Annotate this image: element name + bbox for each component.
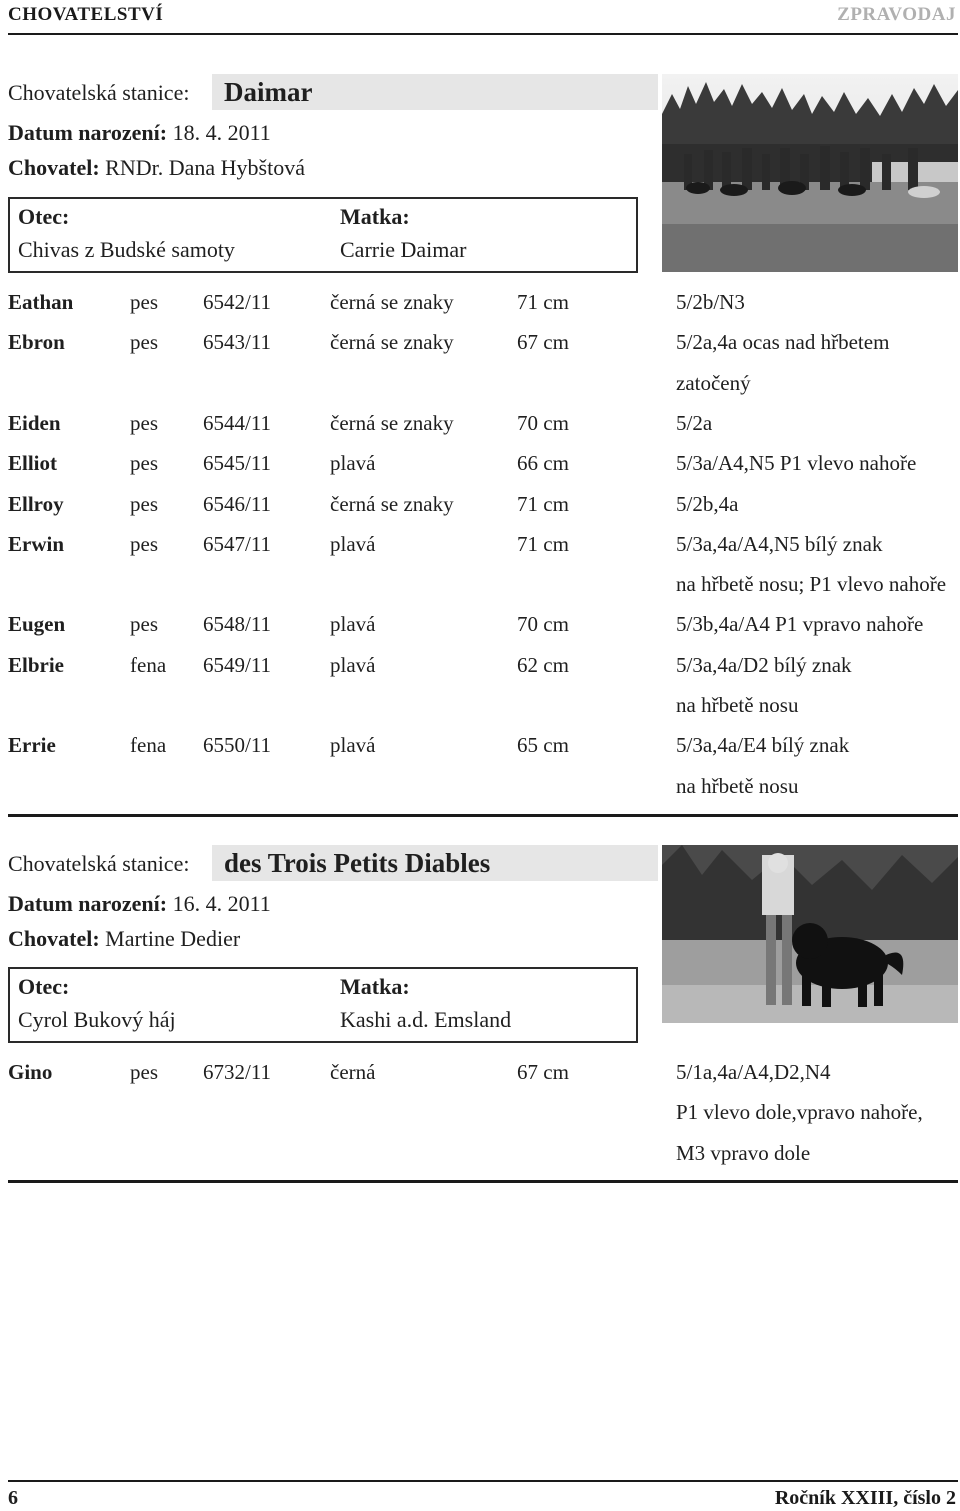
parents-box xyxy=(8,197,638,273)
dam-label-2: Matka: xyxy=(340,974,410,999)
cell-name: Elbrie xyxy=(8,652,64,677)
sire-value-2: Cyrol Bukový háj xyxy=(18,1007,176,1032)
table-row xyxy=(0,693,960,733)
cell-sex: pes xyxy=(130,491,158,516)
cell-height: 70 cm xyxy=(517,410,569,435)
cell-color: černá xyxy=(330,1060,376,1084)
breeder xyxy=(8,155,305,181)
parents-box-2 xyxy=(8,967,638,1043)
dam-value-2: Kashi a.d. Emsland xyxy=(340,1007,512,1032)
cell-num: 6548/11 xyxy=(203,612,272,637)
cell-sex: pes xyxy=(130,290,158,314)
cell-note: zatočený xyxy=(676,370,751,395)
cell-note: P1 vlevo dole,vpravo nahoře, xyxy=(676,1100,923,1125)
section-title: CHOVATELSTVÍ xyxy=(8,4,164,25)
cell-note: 5/3a,4a/E4 bílý znak xyxy=(676,733,850,758)
cell-color: plavá xyxy=(330,652,376,677)
table-row xyxy=(0,532,960,572)
dam-label: Matka: xyxy=(340,204,410,229)
cell-height: 67 cm xyxy=(517,1060,569,1084)
cell-name: Ellroy xyxy=(8,491,64,516)
sire-value: Chivas z Budské samoty xyxy=(18,237,235,262)
cell-note: 5/2a,4a ocas nad hřbetem xyxy=(676,330,890,355)
birth-value: 18. 4. 2011 xyxy=(172,120,271,145)
cell-name: Elliot xyxy=(8,451,58,476)
cell-num: 6550/11 xyxy=(203,733,272,758)
cell-sex: pes xyxy=(130,612,158,637)
cell-note: 5/2b,4a xyxy=(676,491,739,516)
table-row xyxy=(0,1100,960,1140)
dam-value: Carrie Daimar xyxy=(340,237,467,262)
cell-height: 66 cm xyxy=(517,451,569,476)
header-rule xyxy=(8,33,958,35)
cell-num: 6732/11 xyxy=(203,1060,272,1084)
cell-note: na hřbetě nosu; P1 vlevo nahoře xyxy=(676,572,947,597)
table-row xyxy=(0,653,960,693)
section-rule xyxy=(8,814,958,817)
cell-color: plavá xyxy=(330,612,376,637)
sire-label-2: Otec: xyxy=(18,974,70,999)
cell-sex: fena xyxy=(130,733,167,758)
cell-num: 6543/11 xyxy=(203,330,272,355)
cell-color: černá se znaky xyxy=(330,290,454,314)
cell-note: 5/1a,4a/A4,D2,N4 xyxy=(676,1060,831,1084)
cell-color: černá se znaky xyxy=(330,410,454,435)
cell-color: černá se znaky xyxy=(330,330,454,355)
table-row xyxy=(0,330,960,370)
station-label: Chovatelská stanice: xyxy=(8,80,190,105)
section-rule-2 xyxy=(8,1180,958,1183)
birth-date-2 xyxy=(8,891,271,917)
cell-num: 6545/11 xyxy=(203,451,272,476)
table-row xyxy=(0,451,960,491)
table-row xyxy=(0,1141,960,1181)
cell-note: 5/3b,4a/A4 P1 vpravo nahoře xyxy=(676,612,924,637)
birth-label: Datum narození: xyxy=(8,120,168,145)
table-row xyxy=(0,290,960,330)
cell-note: na hřbetě nosu xyxy=(676,693,799,717)
cell-note: M3 vpravo dole xyxy=(676,1140,811,1165)
cell-height: 71 cm xyxy=(517,290,569,314)
breeder-label: Chovatel: xyxy=(8,155,100,180)
cell-name: Eugen xyxy=(8,612,66,637)
cell-height: 62 cm xyxy=(517,652,569,677)
cell-color: plavá xyxy=(330,451,376,476)
station-label-2: Chovatelská stanice: xyxy=(8,851,190,876)
breeder-value: RNDr. Dana Hybštová xyxy=(105,155,305,180)
cell-color: plavá xyxy=(330,531,376,556)
cell-height: 71 cm xyxy=(517,491,569,516)
birth-label-2: Datum narození: xyxy=(8,891,168,916)
table-row xyxy=(0,572,960,612)
station-name-2: des Trois Petits Diables xyxy=(212,845,658,881)
cell-height: 71 cm xyxy=(517,531,569,556)
cell-sex: fena xyxy=(130,652,167,677)
cell-sex: pes xyxy=(130,451,158,476)
cell-height: 67 cm xyxy=(517,330,569,355)
cell-height: 70 cm xyxy=(517,612,569,637)
issue-info: Ročník XXIII, číslo 2 xyxy=(774,1487,956,1509)
cell-num: 6542/11 xyxy=(203,290,272,314)
cell-note: 5/2a xyxy=(676,410,713,435)
cell-num: 6546/11 xyxy=(203,491,272,516)
cell-sex: pes xyxy=(130,531,158,556)
publication-title: ZPRAVODAJ xyxy=(837,4,956,25)
station-name: Daimar xyxy=(212,74,658,110)
cell-num: 6549/11 xyxy=(203,652,272,677)
cell-note: 5/2b/N3 xyxy=(676,290,745,314)
sire-label: Otec: xyxy=(18,204,70,229)
cell-name: Eathan xyxy=(8,290,74,314)
page-number: 6 xyxy=(8,1487,18,1509)
cell-name: Gino xyxy=(8,1060,53,1084)
cell-color: černá se znaky xyxy=(330,491,454,516)
cell-color: plavá xyxy=(330,733,376,758)
footer-rule xyxy=(8,1480,958,1482)
birth-date xyxy=(8,120,271,146)
cell-num: 6544/11 xyxy=(203,410,272,435)
cell-name: Ebron xyxy=(8,330,65,355)
dog-photo xyxy=(662,845,958,1023)
cell-note: 5/3a,4a/D2 bílý znak xyxy=(676,652,852,677)
breeder-2 xyxy=(8,926,240,952)
group-photo xyxy=(662,74,958,272)
table-row xyxy=(0,371,960,411)
cell-sex: pes xyxy=(130,1060,158,1084)
cell-note: na hřbetě nosu xyxy=(676,773,799,798)
table-row xyxy=(0,1060,960,1100)
cell-num: 6547/11 xyxy=(203,531,272,556)
birth-value-2: 16. 4. 2011 xyxy=(172,891,271,916)
table-row xyxy=(0,733,960,773)
cell-name: Errie xyxy=(8,733,56,758)
breeder-value-2: Martine Dedier xyxy=(105,926,241,951)
table-row xyxy=(0,774,960,814)
cell-name: Eiden xyxy=(8,410,61,435)
cell-name: Erwin xyxy=(8,531,65,556)
cell-sex: pes xyxy=(130,410,158,435)
breeder-label-2: Chovatel: xyxy=(8,926,100,951)
table-row xyxy=(0,612,960,652)
cell-sex: pes xyxy=(130,330,158,355)
cell-note: 5/3a,4a/A4,N5 bílý znak xyxy=(676,531,883,556)
table-row xyxy=(0,411,960,451)
table-row xyxy=(0,492,960,532)
cell-note: 5/3a/A4,N5 P1 vlevo nahoře xyxy=(676,451,917,476)
cell-height: 65 cm xyxy=(517,733,569,758)
